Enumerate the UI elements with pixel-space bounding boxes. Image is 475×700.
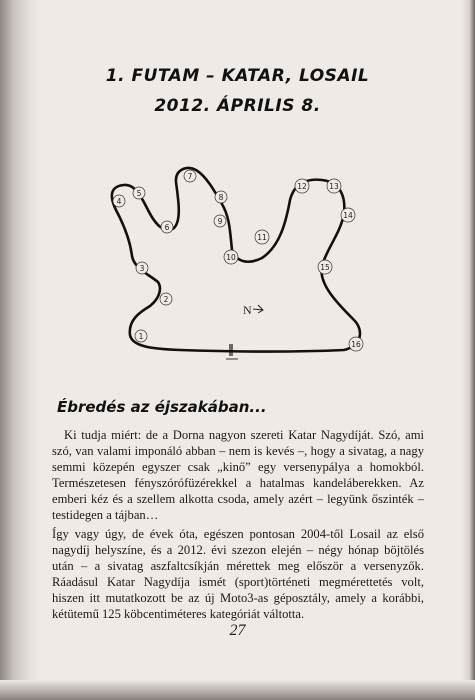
corner-8-label: 8: [218, 193, 224, 202]
corner-6-label: 6: [164, 223, 170, 232]
corner-4-label: 4: [116, 197, 122, 206]
north-arrow-icon: [253, 305, 263, 313]
corner-14-marker: [341, 208, 355, 222]
corner-9-label: 9: [217, 217, 223, 226]
corner-9-marker: [214, 215, 226, 227]
paragraph-2: Így vagy úgy, de évek óta, egészen pontosan 2004-től Losail az első nagydíj helyszíne, és a 2012. évi szezon elején – négy hónap böjtölés után – a sivatag aszfaltcsíkján mérettek meg először a versenyzők. Ráadásul Katar Nagydíja ismét (sport)történeti megmérettetés volt, hiszen itt mutatkozott be az új Moto3-as géposztály, amely a korábbi, kétütemű 125 köbcentiméteres kategóriát váltotta.: [52, 527, 424, 622]
corner-4-marker: [113, 195, 125, 207]
corner-8-marker: [215, 191, 227, 203]
corner-10-label: 10: [226, 253, 236, 262]
corner-13-marker: [327, 179, 341, 193]
north-label: N: [243, 303, 252, 317]
corner-5-label: 5: [136, 189, 142, 198]
corner-7-label: 7: [187, 172, 193, 181]
page-bottom-edge: [0, 680, 475, 700]
paragraph-1: Ki tudja miért: de a Dorna nagyon szereti Katar Nagydíját. Szó, ami szó, van valami imponáló abban – nem is kevés –, hogy a sivatag, a nagy semmi közepén egyszer csak „kinő” egy versenypálya a homokból. Természetesen fényszórófüzérekkel a hatalmas kandeláberekken. Az emberi kéz és a szellem alkotta csoda, amely azért – legyünk őszinték – testidegen a tájban…: [52, 428, 424, 523]
corner-16-label: 16: [351, 340, 361, 349]
corner-16-marker: [349, 337, 363, 351]
corner-13-label: 13: [329, 182, 339, 191]
corner-7-marker: [184, 170, 196, 182]
corner-1-label: 1: [138, 332, 144, 341]
corner-6-marker: [161, 221, 173, 233]
corner-10-marker: [224, 250, 238, 264]
corner-11-label: 11: [257, 233, 267, 242]
corner-14-label: 14: [343, 211, 353, 220]
race-title: 1. FUTAM – KATAR, LOSAIL: [105, 66, 370, 86]
page-right-edge: [461, 0, 475, 700]
north-indicator: [243, 303, 263, 317]
corner-12-marker: [295, 179, 309, 193]
corner-15-marker: [318, 260, 332, 274]
corner-1-marker: [135, 330, 147, 342]
race-date: 2012. ÁPRILIS 8.: [154, 96, 321, 116]
corner-3-marker: [136, 262, 148, 274]
corner-2-label: 2: [163, 295, 169, 304]
corner-15-label: 15: [320, 263, 330, 272]
page-number: 27: [229, 622, 246, 639]
section-heading: Ébredés az éjszakában...: [57, 398, 267, 416]
corner-11-marker: [255, 230, 269, 244]
corner-2-marker: [160, 293, 172, 305]
corner-3-label: 3: [139, 264, 145, 273]
corner-5-marker: [133, 187, 145, 199]
corner-12-label: 12: [297, 182, 307, 191]
